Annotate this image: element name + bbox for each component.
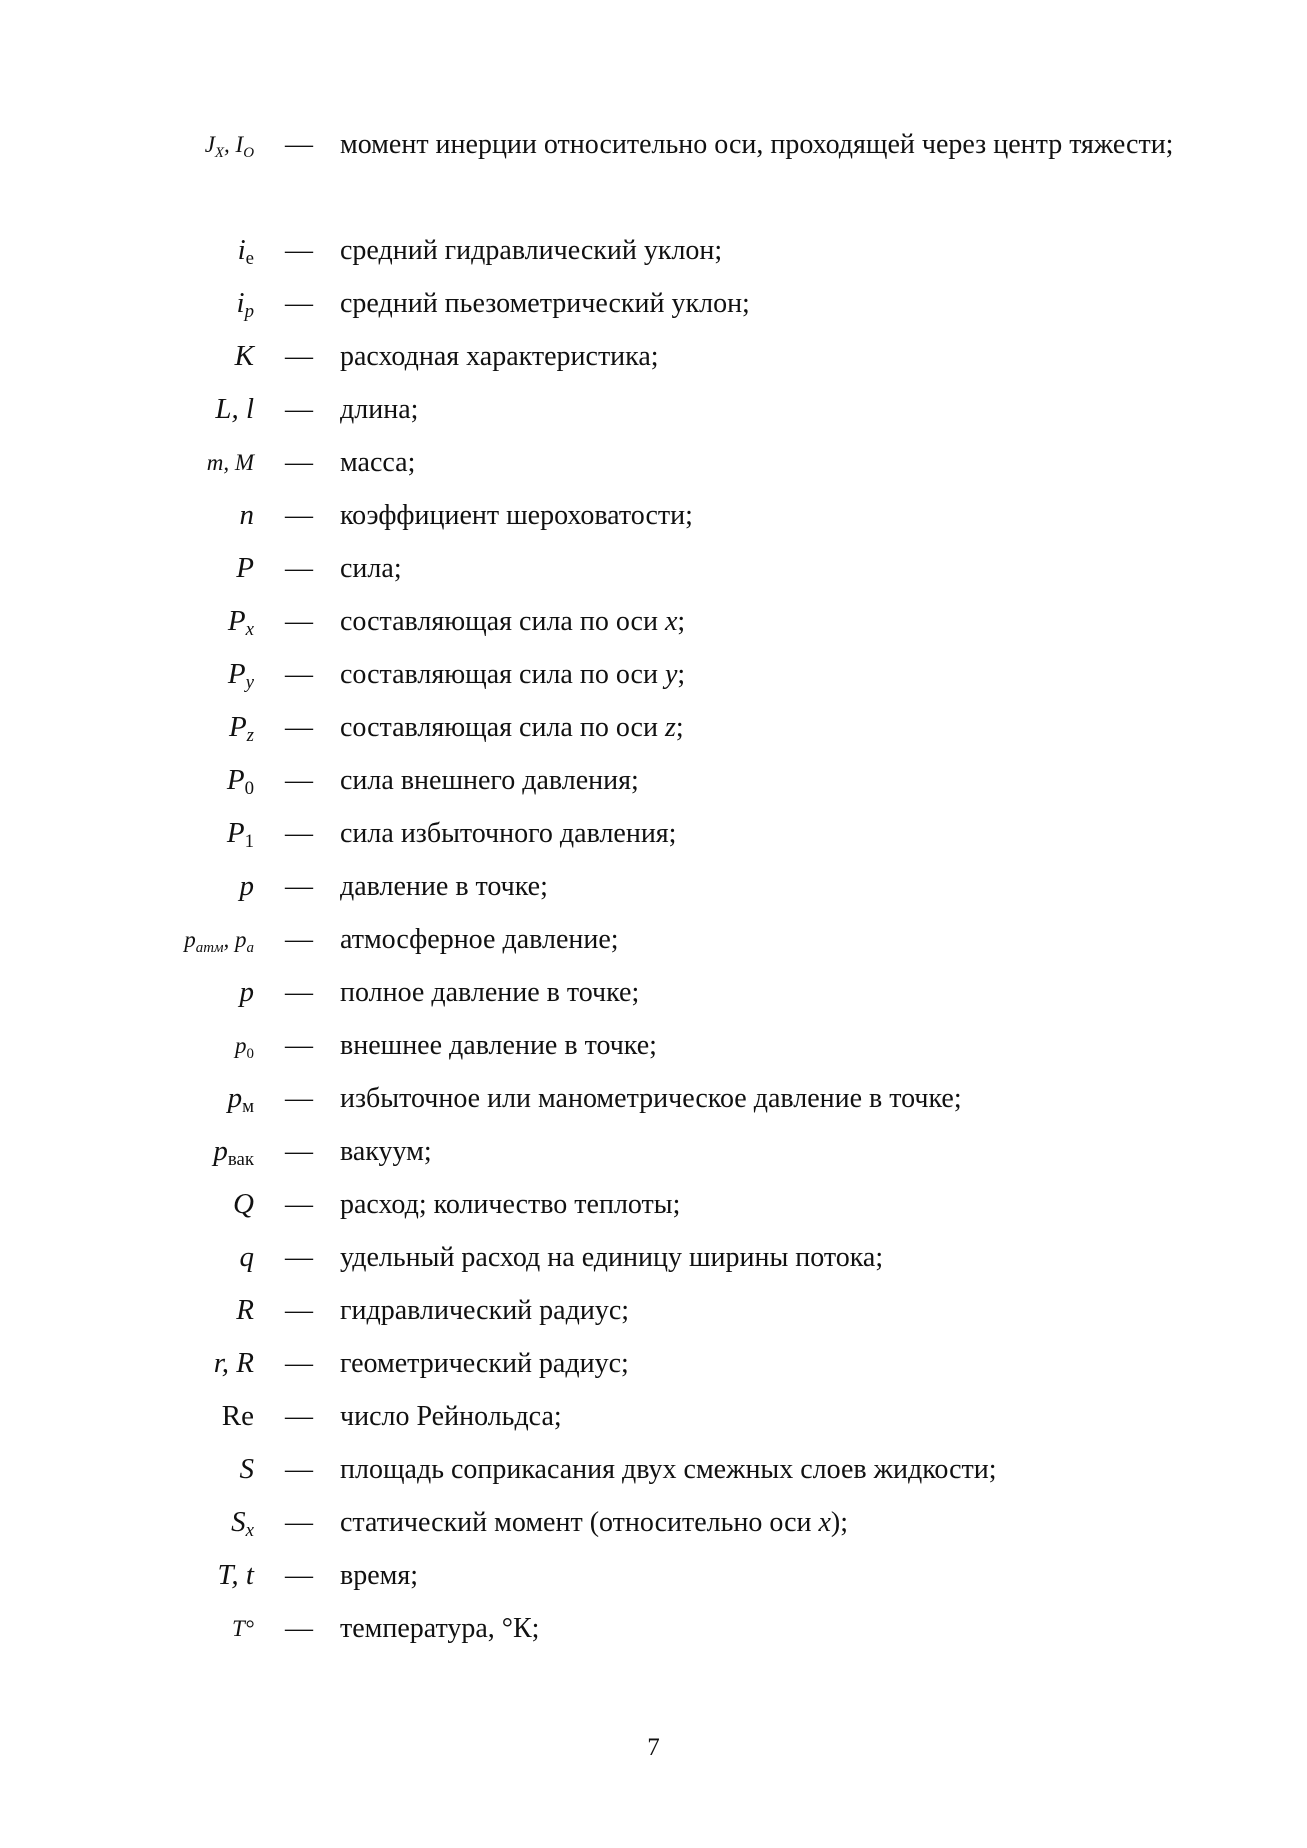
definition: вакуум; <box>340 1136 432 1167</box>
dash: — <box>285 1613 313 1644</box>
list-item <box>0 1125 1307 1178</box>
dash: — <box>285 288 313 319</box>
definition: средний пьезометрический уклон; <box>340 288 750 319</box>
definition: число Рейнольдса; <box>340 1401 562 1432</box>
symbol: T° <box>232 1616 254 1641</box>
definition: полное давление в точке; <box>340 977 640 1008</box>
dash: — <box>285 606 313 637</box>
symbol: $p_{вак}$ <box>213 1135 254 1170</box>
notation-list <box>0 118 1307 1655</box>
symbol: r, R <box>213 1347 254 1379</box>
definition: атмосферное давление; <box>340 924 619 955</box>
symbol: $P_z$ <box>228 711 254 746</box>
symbol: $P_x$ <box>227 605 254 640</box>
definition: составляющая сила по оси y; <box>340 659 686 690</box>
list-item <box>0 1019 1307 1072</box>
definition: статический момент (относительно оси x); <box>340 1507 849 1538</box>
definition: внешнее давление в точке; <box>340 1030 657 1061</box>
dash: — <box>285 447 313 478</box>
dash: — <box>285 818 313 849</box>
list-item <box>0 648 1307 701</box>
definition: геометрический радиус; <box>340 1348 629 1379</box>
dash: — <box>285 659 313 690</box>
definition: масса; <box>340 447 416 478</box>
dash: — <box>285 553 313 584</box>
dash: — <box>285 1242 313 1273</box>
definition: сила внешнего давления; <box>340 765 639 796</box>
list-item <box>0 1390 1307 1443</box>
list-item <box>0 436 1307 489</box>
definition: удельный расход на единицу ширины потока; <box>340 1242 884 1273</box>
list-item <box>0 860 1307 913</box>
list-item <box>0 1231 1307 1284</box>
list-item <box>0 1602 1307 1655</box>
list-item <box>0 118 1307 224</box>
list-item <box>0 595 1307 648</box>
dash: — <box>285 765 313 796</box>
dash: — <box>285 1136 313 1167</box>
symbol: p <box>239 976 254 1008</box>
page-number: 7 <box>647 1734 660 1761</box>
dash: — <box>285 235 313 266</box>
dash: — <box>285 1454 313 1485</box>
symbol: $P_1$ <box>226 817 254 852</box>
dash: — <box>285 394 313 425</box>
definition: сила избыточного давления; <box>340 818 677 849</box>
definition: площадь соприкасания двух смежных слоев жидкости; <box>340 1454 997 1485</box>
definition: избыточное или манометрическое давление в точке; <box>340 1083 962 1114</box>
definition: длина; <box>340 394 419 425</box>
symbol: T, t <box>217 1559 254 1591</box>
definition: составляющая сила по оси z; <box>340 712 684 743</box>
definition: гидравлический радиус; <box>340 1295 630 1326</box>
list-item <box>0 807 1307 860</box>
symbol: m, M <box>206 450 254 475</box>
dash: — <box>285 1030 313 1061</box>
dash: — <box>285 1083 313 1114</box>
dash: — <box>285 1507 313 1538</box>
symbol: q <box>239 1241 254 1273</box>
dash: — <box>285 129 313 160</box>
dash: — <box>285 712 313 743</box>
list-item <box>0 1284 1307 1337</box>
list-item <box>0 966 1307 1019</box>
dash: — <box>285 977 313 1008</box>
symbol: $p_м$ <box>227 1082 254 1117</box>
dash: — <box>285 341 313 372</box>
symbol: K <box>234 340 254 372</box>
definition: момент инерции относительно оси, проходящей через центр тяжести; <box>340 129 1174 160</box>
symbol: $P_y$ <box>227 658 254 693</box>
list-item <box>0 383 1307 436</box>
list-item <box>0 330 1307 383</box>
definition: составляющая сила по оси x; <box>340 606 686 637</box>
list-item <box>0 489 1307 542</box>
list-item <box>0 224 1307 277</box>
symbol: $i_е$ <box>237 234 254 269</box>
list-item <box>0 701 1307 754</box>
dash: — <box>285 1189 313 1220</box>
symbol: $P_0$ <box>226 764 254 799</box>
list-item <box>0 913 1307 966</box>
symbol: $i_p$ <box>236 287 254 322</box>
list-item <box>0 277 1307 330</box>
definition: время; <box>340 1560 419 1591</box>
symbol: $S_x$ <box>231 1506 254 1541</box>
list-item <box>0 1549 1307 1602</box>
list-item <box>0 1496 1307 1549</box>
list-item <box>0 1178 1307 1231</box>
symbol: R <box>236 1294 254 1326</box>
dash: — <box>285 1560 313 1591</box>
definition: давление в точке; <box>340 871 548 902</box>
symbol: n <box>239 499 254 531</box>
definition: расходная характеристика; <box>340 341 659 372</box>
dash: — <box>285 924 313 955</box>
symbol: P <box>236 552 254 584</box>
dash: — <box>285 1401 313 1432</box>
list-item <box>0 1337 1307 1390</box>
definition: коэффициент шероховатости; <box>340 500 693 531</box>
symbol: p <box>239 870 254 902</box>
list-item <box>0 1072 1307 1125</box>
symbol: $J_X$, $I_O$ <box>204 132 254 161</box>
dash: — <box>285 500 313 531</box>
symbol: $p_{атм}$, $p_a$ <box>184 927 254 956</box>
dash: — <box>285 1348 313 1379</box>
symbol: $p_0$ <box>235 1033 254 1062</box>
definition: сила; <box>340 553 402 584</box>
definition: средний гидравлический уклон; <box>340 235 723 266</box>
list-item <box>0 754 1307 807</box>
dash: — <box>285 871 313 902</box>
symbol: Re <box>221 1400 254 1432</box>
definition: температура, °К; <box>340 1613 540 1644</box>
symbol: Q <box>233 1188 254 1220</box>
definition: расход; количество теплоты; <box>340 1189 681 1220</box>
list-item <box>0 542 1307 595</box>
dash: — <box>285 1295 313 1326</box>
list-item <box>0 1443 1307 1496</box>
symbol: L, l <box>215 393 254 425</box>
symbol: S <box>239 1453 254 1485</box>
